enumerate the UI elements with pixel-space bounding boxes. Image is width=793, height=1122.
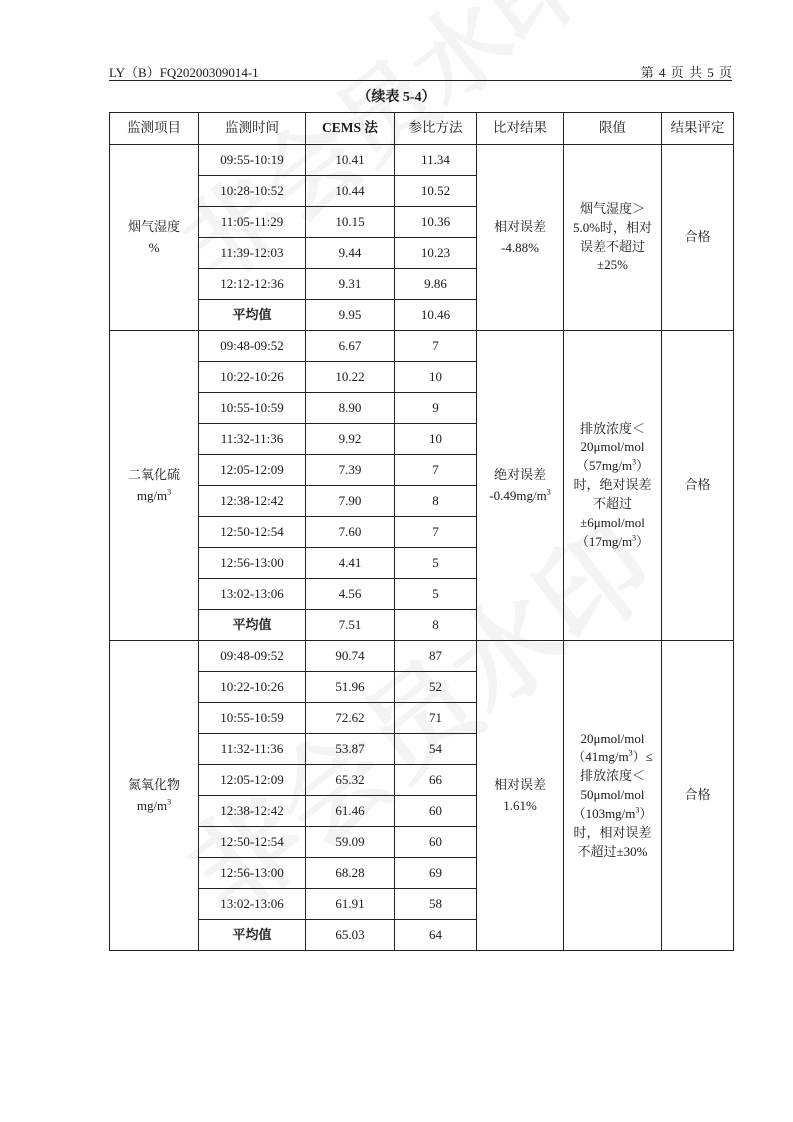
- time-cell: 13:02-13:06: [199, 889, 306, 920]
- limit-line: 排放浓度＜: [579, 420, 645, 436]
- ref-cell: 69: [395, 858, 477, 889]
- limit-line: 排放浓度＜: [579, 768, 645, 784]
- time-cell: 10:55-10:59: [199, 703, 306, 734]
- ref-cell: 60: [395, 796, 477, 827]
- col-header-limit: 限值: [564, 113, 662, 145]
- limit-text: （103mg/m: [572, 805, 636, 821]
- cems-cell: 59.09: [306, 827, 395, 858]
- time-cell: 11:32-11:36: [199, 424, 306, 455]
- limit-line: 不超过±30%: [577, 843, 648, 859]
- item-unit-line: [110, 796, 198, 816]
- page-number: 第 4 页 共 5 页: [640, 65, 732, 80]
- table-row: [110, 145, 734, 176]
- ref-cell: 58: [395, 889, 477, 920]
- cems-cell: 61.91: [306, 889, 395, 920]
- superscript: 3: [628, 749, 633, 759]
- cems-cell: 72.62: [306, 703, 395, 734]
- group-humidity: [110, 145, 734, 331]
- ref-cell: 8: [395, 486, 477, 517]
- page-header: [109, 60, 732, 81]
- evaluation-cell: 合格: [662, 331, 734, 641]
- table-header-row: [110, 113, 734, 145]
- result-cell: [477, 641, 564, 951]
- limit-line: 50μmol/mol: [580, 787, 645, 803]
- time-cell: 12:05-12:09: [199, 765, 306, 796]
- time-cell: 12:50-12:54: [199, 517, 306, 548]
- cems-cell: 51.96: [306, 672, 395, 703]
- time-cell: 10:22-10:26: [199, 362, 306, 393]
- average-cems: 9.95: [306, 300, 395, 331]
- average-ref: 64: [395, 920, 477, 951]
- time-cell: 12:38-12:42: [199, 486, 306, 517]
- time-cell: 11:39-12:03: [199, 238, 306, 269]
- ref-cell: 71: [395, 703, 477, 734]
- item-name: 二氧化硫: [127, 467, 180, 483]
- result-cell: [477, 331, 564, 641]
- average-cems: 7.51: [306, 610, 395, 641]
- limit-line: [568, 457, 657, 476]
- ref-cell: 5: [395, 579, 477, 610]
- superscript: 3: [167, 487, 172, 497]
- time-cell: 12:56-13:00: [199, 548, 306, 579]
- cems-cell: 53.87: [306, 734, 395, 765]
- cems-cell: 65.32: [306, 765, 395, 796]
- cems-cell: 8.90: [306, 393, 395, 424]
- evaluation-cell: 合格: [662, 145, 734, 331]
- time-cell: 10:22-10:26: [199, 672, 306, 703]
- limit-line: 20μmol/mol: [580, 439, 645, 455]
- ref-cell: 54: [395, 734, 477, 765]
- time-cell: 10:55-10:59: [199, 393, 306, 424]
- ref-cell: 10.36: [395, 207, 477, 238]
- result-cell: [477, 145, 564, 331]
- cems-cell: 10.41: [306, 145, 395, 176]
- item-unit-line: [110, 486, 198, 506]
- ref-cell: 10.52: [395, 176, 477, 207]
- cems-cell: 7.90: [306, 486, 395, 517]
- group-so2: [110, 331, 734, 641]
- ref-cell: 60: [395, 827, 477, 858]
- ref-cell: 7: [395, 455, 477, 486]
- comparison-table: [109, 112, 734, 951]
- limit-line: 烟气湿度＞: [579, 200, 645, 216]
- item-unit: mg/m: [136, 797, 168, 813]
- table-row: [110, 641, 734, 672]
- limit-text: ）: [639, 805, 653, 821]
- average-label: 平均值: [199, 920, 306, 951]
- limit-line: [568, 805, 657, 824]
- cems-cell: 9.44: [306, 238, 395, 269]
- limit-text: （41mg/m: [572, 749, 629, 765]
- limit-line: [568, 748, 657, 767]
- cems-cell: 61.46: [306, 796, 395, 827]
- cems-cell: 90.74: [306, 641, 395, 672]
- time-cell: 13:02-13:06: [199, 579, 306, 610]
- item-cell: [110, 145, 199, 331]
- limit-line: 时，相对误差: [573, 824, 652, 840]
- cems-cell: 10.15: [306, 207, 395, 238]
- ref-cell: 9: [395, 393, 477, 424]
- col-header-result: 比对结果: [477, 113, 564, 145]
- item-unit: %: [148, 239, 160, 255]
- report-number: LY（B）FQ20200309014-1: [109, 65, 259, 80]
- limit-line: 20μmol/mol: [580, 730, 645, 746]
- time-cell: 12:12-12:36: [199, 269, 306, 300]
- ref-cell: 52: [395, 672, 477, 703]
- cems-cell: 7.39: [306, 455, 395, 486]
- ref-cell: 11.34: [395, 145, 477, 176]
- limit-line: 不超过: [592, 495, 632, 511]
- average-ref: 10.46: [395, 300, 477, 331]
- item-name: 氮氧化物: [127, 777, 180, 793]
- cems-cell: 7.60: [306, 517, 395, 548]
- average-label: 平均值: [199, 300, 306, 331]
- item-name: 烟气湿度: [127, 219, 180, 235]
- ref-cell: 7: [395, 517, 477, 548]
- time-cell: 11:32-11:36: [199, 734, 306, 765]
- average-cems: 65.03: [306, 920, 395, 951]
- col-header-item: 监测项目: [110, 113, 199, 145]
- cems-cell: 4.41: [306, 548, 395, 579]
- ref-cell: 10.23: [395, 238, 477, 269]
- result-value: -0.49mg/m: [489, 487, 547, 503]
- limit-line: ±25%: [597, 257, 628, 273]
- ref-cell: 66: [395, 765, 477, 796]
- result-value-line: [477, 486, 563, 506]
- limit-text: ）: [636, 533, 650, 549]
- col-header-reference: 参比方法: [395, 113, 477, 145]
- ref-cell: 5: [395, 548, 477, 579]
- evaluation-cell: 合格: [662, 641, 734, 951]
- limit-cell: [564, 145, 662, 331]
- cems-cell: 4.56: [306, 579, 395, 610]
- cems-cell: 6.67: [306, 331, 395, 362]
- time-cell: 09:55-10:19: [199, 145, 306, 176]
- cems-cell: 9.92: [306, 424, 395, 455]
- limit-line: ±6μmol/mol: [580, 514, 645, 530]
- time-cell: 12:05-12:09: [199, 455, 306, 486]
- ref-cell: 10: [395, 362, 477, 393]
- limit-text: （57mg/m: [575, 458, 633, 474]
- limit-text: ）≤: [632, 749, 653, 765]
- superscript: 3: [632, 533, 637, 543]
- result-value: -4.88%: [501, 239, 539, 255]
- result-type: 相对误差: [493, 219, 546, 235]
- time-cell: 12:56-13:00: [199, 858, 306, 889]
- ref-cell: 10: [395, 424, 477, 455]
- result-value: 1.61%: [503, 797, 537, 813]
- ref-cell: 9.86: [395, 269, 477, 300]
- ref-cell: 7: [395, 331, 477, 362]
- superscript: 3: [635, 805, 640, 815]
- col-header-evaluation: 结果评定: [662, 113, 734, 145]
- ref-cell: 87: [395, 641, 477, 672]
- limit-cell: [564, 331, 662, 641]
- limit-line: [568, 533, 657, 552]
- limit-cell: [564, 641, 662, 951]
- table-caption: （续表 5-4）: [357, 90, 436, 105]
- limit-line: 时，绝对误差: [573, 477, 652, 493]
- cems-cell: 9.31: [306, 269, 395, 300]
- superscript: 3: [632, 457, 637, 467]
- item-cell: [110, 641, 199, 951]
- time-cell: 11:05-11:29: [199, 207, 306, 238]
- item-unit: mg/m: [136, 487, 168, 503]
- time-cell: 09:48-09:52: [199, 641, 306, 672]
- item-cell: [110, 331, 199, 641]
- time-cell: 12:38-12:42: [199, 796, 306, 827]
- average-ref: 8: [395, 610, 477, 641]
- col-header-cems: CEMS 法: [306, 113, 395, 145]
- result-type: 绝对误差: [493, 467, 546, 483]
- group-nox: [110, 641, 734, 951]
- limit-text: （17mg/m: [575, 533, 633, 549]
- superscript: 3: [546, 487, 551, 497]
- time-cell: 12:50-12:54: [199, 827, 306, 858]
- result-type: 相对误差: [493, 777, 546, 793]
- limit-line: 5.0%时，相对: [572, 219, 653, 235]
- cems-cell: 68.28: [306, 858, 395, 889]
- superscript: 3: [167, 797, 172, 807]
- time-cell: 10:28-10:52: [199, 176, 306, 207]
- cems-cell: 10.44: [306, 176, 395, 207]
- limit-text: ）: [636, 458, 650, 474]
- table-row: [110, 331, 734, 362]
- col-header-time: 监测时间: [199, 113, 306, 145]
- time-cell: 09:48-09:52: [199, 331, 306, 362]
- limit-line: 误差不超过: [579, 238, 645, 254]
- average-label: 平均值: [199, 610, 306, 641]
- cems-cell: 10.22: [306, 362, 395, 393]
